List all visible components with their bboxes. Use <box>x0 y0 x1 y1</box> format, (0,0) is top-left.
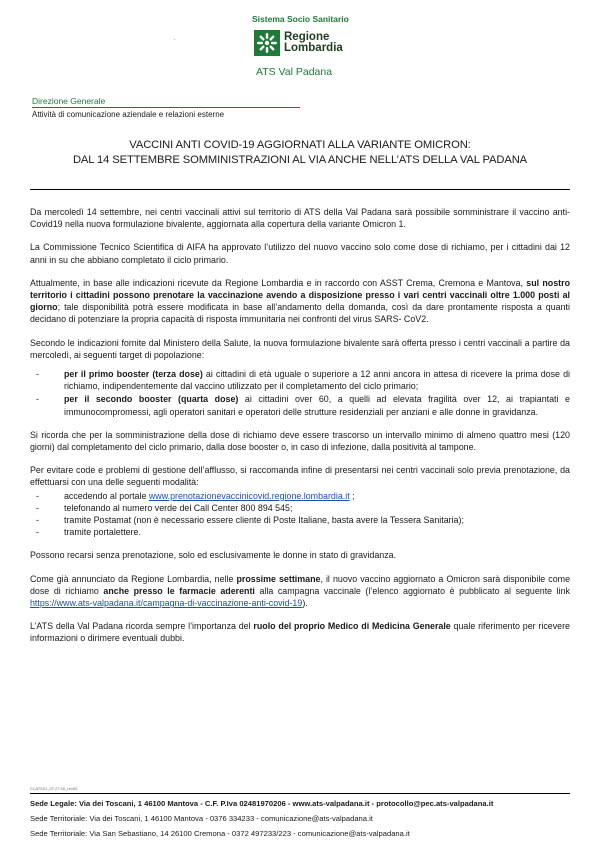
department-name: Direzione Generale <box>32 96 300 108</box>
press-release-body <box>30 206 570 656</box>
list-item: - accedendo al portale www.prenotazionevaccinicovid.regione.lombardia.it ; <box>30 490 570 502</box>
footer-seat-cremona: Sede Territoriale: Via San Sebastiano, 14 26100 Cremona - 0372 497233/223 - comunicazione@ats-valpadana.it <box>30 829 410 838</box>
paragraph-interval: Si ricorda che per la somministrazione della dose di richiamo deve essere trascorso un intervallo minimo di almeno quattro mesi (120 giorni) dal completamento del ciclo primario, dalla dose booster o, in caso di infezione, dalla positività al tampone. <box>30 429 570 453</box>
paragraph-booking: Per evitare code e problemi di gestione dell’afflusso, si raccomanda infine di presentarsi nei centri vaccinali solo previa prenotazione, da effettuarsi con una delle seguenti modalità: <box>30 465 570 488</box>
target-list <box>30 368 570 418</box>
regione-lombardia-logo-icon <box>254 30 280 56</box>
portal-link[interactable]: www.prenotazionevaccinicovid.regione.lombardia.it <box>148 490 350 501</box>
press-release-title: VACCINI ANTI COVID-19 AGGIORNATI ALLA VARIANTE OMICRON: DAL 14 SETTEMBRE SOMMINISTRAZIONI AL VIA ANCHE NELL’ATS DELLA VAL PADANA <box>72 139 528 166</box>
logo-block <box>248 14 358 78</box>
list-item: - tramite Postamat (non è necessario essere cliente di Poste Italiane, basta avere la Tessera Sanitaria); <box>30 514 570 526</box>
footer-divider <box>30 793 570 794</box>
booking-methods-list <box>30 490 570 539</box>
paragraph-availability: Attualmente, in base alle indicazioni ricevute da Regione Lombardia e in raccordo con ASST Crema, Cremona e Mantova, sul nostro territorio i cittadini possono prenotare la vaccinazione avendo a disposizione presso i vari centri vaccinali oltre 1.000 posti al giorno; tale disponibilità potrà essere modificata in base all’andamento della domanda, così da dare prontamente risposta a quanti decidano di potenziare la propria capacità di risposta immunitaria nei confronti del virus SARS- CoV2. <box>30 277 570 325</box>
document-code: CI-ATS21_07.27.00_rev00 <box>30 786 78 791</box>
list-item: - tramite portalettere. <box>30 526 570 538</box>
footer-seat-mantova: Sede Territoriale: Via dei Toscani, 1 46100 Mantova - 0376 334233 - comunicazione@ats-valpadana.it <box>30 814 373 823</box>
paragraph-aifa: La Commissione Tecnico Scientifica di AIFA ha approvato l’utilizzo del nuovo vaccino solo come dose di richiamo, per i cittadini dai 12 anni in su che abbiano completato il ciclo primario. <box>30 242 570 265</box>
paragraph-pharmacies: Come già annunciato da Regione Lombardia, nelle prossime settimane, il nuovo vaccino aggiornato a Omicron sarà disponibile come dose di richiamo anche presso le farmacie aderenti alla campagna vaccinale (l’elenco aggiornato è pubblicato al seguente link https://www.ats-valpadana.it/campagna-di-vaccinazione-anti-covid-19). <box>30 573 570 609</box>
department-block <box>32 96 300 119</box>
logo-system-text: Sistema Socio Sanitario <box>252 14 349 24</box>
logo-ats-text: ATS Val Padana <box>256 66 333 78</box>
paragraph-targets: Secondo le indicazioni fornite dal Ministero della Salute, la nuova formulazione bivalente sarà offerta presso i centri vaccinali a partire da mercoledì, ai seguenti target di popolazione: <box>30 337 570 360</box>
paragraph-gp: L’ATS della Val Padana ricorda sempre l’importanza del ruolo del proprio Medico di Medicina Generale quale riferimento per ricevere informazioni o dirimere eventuali dubbi. <box>30 621 570 644</box>
title-divider <box>30 189 570 190</box>
footer <box>30 796 570 841</box>
logo-brand-text: Regione Lombardia <box>284 31 343 54</box>
campaign-link[interactable]: https://www.ats-valpadana.it/campagna-di-vaccinazione-anti-covid-19 <box>30 598 303 609</box>
list-item: - per il primo booster (terza dose) ai cittadini di età uguale o superiore a 12 anni ancora in attesa di ricevere la prima dose di richiamo, indipendentemente dal vaccino utilizzato per il completamento del ciclo primario; <box>30 368 570 392</box>
department-subtitle: Attività di comunicazione aziendale e relazioni esterne <box>32 110 225 119</box>
list-item: - per il secondo booster (quarta dose) ai cittadini over 60, a quelli ad elevata fragilità over 12, ai trapiantati e immunocompromessi, agli operatori sanitari e operatori delle strutture residenziali per anziani e alle donne in gravidanza. <box>30 393 570 417</box>
paragraph-intro: Da mercoledì 14 settembre, nei centri vaccinali attivi sul territorio di ATS della Val Padana sarà possibile somministrare il vaccino anti-Covid19 nella nuova formulazione bivalente, aggiornata alla copertura della variante Omicron 1. <box>30 207 570 230</box>
list-item: - telefonando al numero verde del Call Center 800 894 545; <box>30 502 570 514</box>
footer-legal-seat: Sede Legale: Via dei Toscani, 1 46100 Mantova - C.F. P.Iva 02481970206 - www.ats-valpadana.it - protocollo@pec.ats-valpadana.it <box>30 799 494 808</box>
stray-dot: . <box>174 36 176 42</box>
paragraph-pregnancy: Possono recarsi senza prenotazione, solo ed esclusivamente le donne in stato di gravidanza. <box>30 550 397 561</box>
